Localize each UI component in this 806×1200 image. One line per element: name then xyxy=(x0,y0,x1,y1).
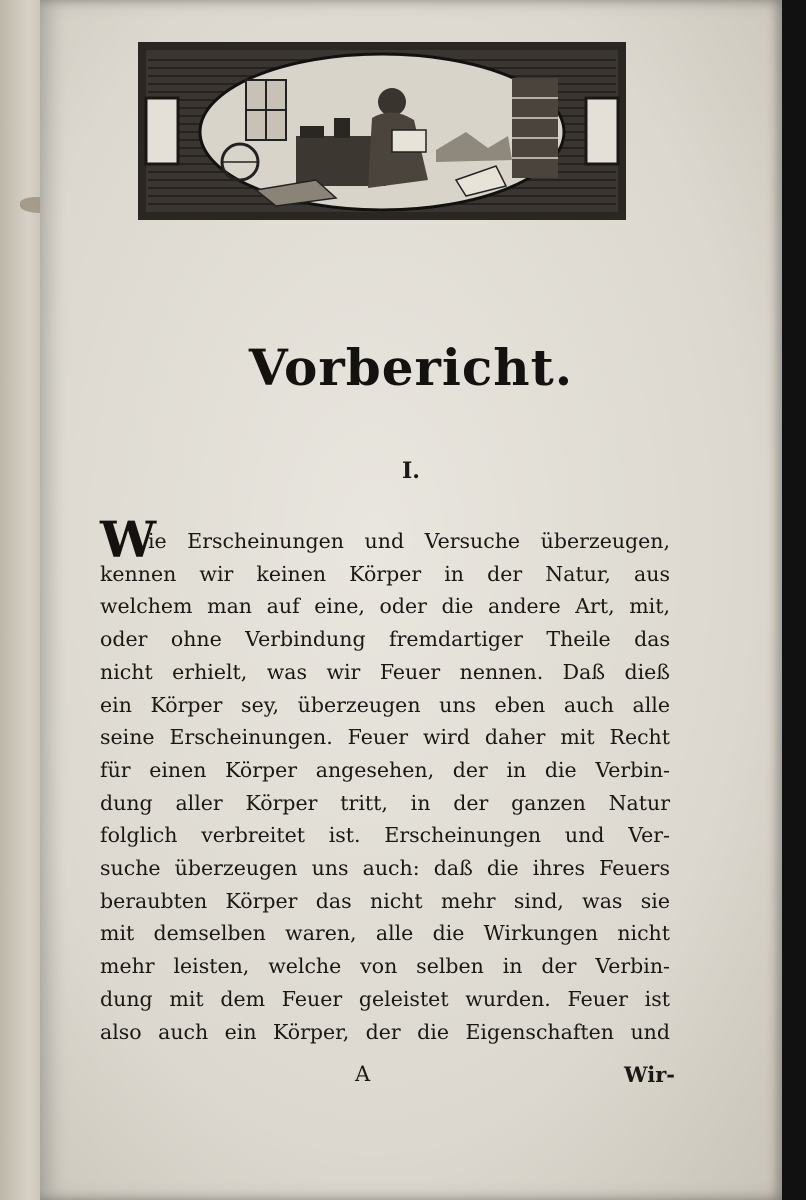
section-number: I. xyxy=(402,458,420,484)
page-edge-shadow xyxy=(782,0,806,1200)
body-text xyxy=(100,510,670,1048)
text-line: also auch ein Körper, der die Eigenschaften und xyxy=(100,1019,670,1044)
text-line: folglich verbreitet ist. Erscheinungen und Ver- xyxy=(100,823,670,848)
text-line xyxy=(100,510,670,569)
text-line: dung mit dem Feuer geleistet wurden. Feuer ist xyxy=(100,986,670,1011)
text-line: seine Erscheinungen. Feuer wird daher mit Recht xyxy=(100,725,670,750)
text-line: nicht erhielt, was wir Feuer nennen. Daß dieß xyxy=(100,659,670,684)
text-line: beraubten Körper das nicht mehr sind, was sie xyxy=(100,888,670,913)
text-line: ein Körper sey, überzeugen uns eben auch alle xyxy=(100,692,670,717)
text-line: mit demselben waren, alle die Wirkungen nicht xyxy=(100,921,670,946)
woodcut-vignette-icon xyxy=(136,40,628,222)
text-line: suche überzeugen uns auch: daß die ihres Feuers xyxy=(100,856,670,881)
book-page xyxy=(40,0,782,1200)
line-text: ie Erscheinungen und Versuche überzeugen, xyxy=(148,529,670,553)
drop-cap: W xyxy=(100,510,157,569)
page-footer xyxy=(100,1062,675,1096)
text-line: kennen wir keinen Körper in der Natur, aus xyxy=(100,561,670,586)
catchword: Wir- xyxy=(624,1062,675,1087)
text-line: für einen Körper angesehen, der in die Verbin- xyxy=(100,757,670,782)
text-line: welchem man auf eine, oder die andere Art, mit, xyxy=(100,594,670,619)
text-line: oder ohne Verbindung fremdartiger Theile das xyxy=(100,627,670,652)
page-heading: Vorbericht. xyxy=(248,338,574,397)
text-line: dung aller Körper tritt, in der ganzen Natur xyxy=(100,790,670,815)
text-line: mehr leisten, welche von selben in der Verbin- xyxy=(100,954,670,979)
signature-mark: A xyxy=(355,1062,371,1086)
